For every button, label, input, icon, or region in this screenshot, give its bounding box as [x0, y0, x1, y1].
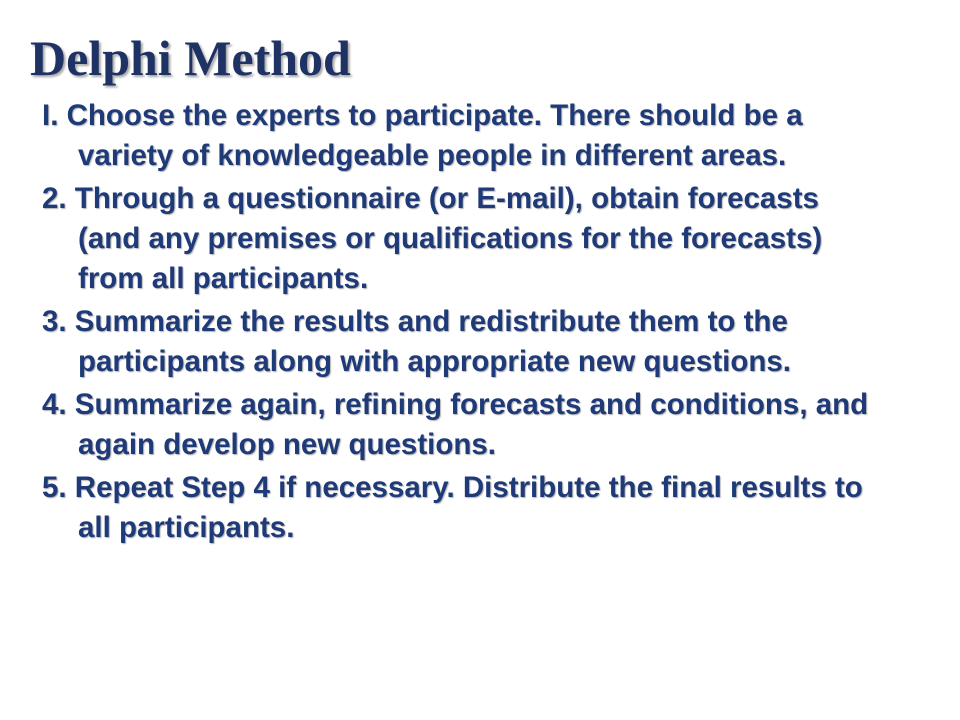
step-list: [42, 96, 882, 551]
step-item: 2. Through a questionnaire (or E-mail), obtain forecasts (and any premises or qualifications for the forecasts) from all participants.: [42, 182, 823, 295]
step-item: 5. Repeat Step 4 if necessary. Distribute the final results to all participants.: [42, 471, 863, 544]
step-item: 3. Summarize the results and redistribute them to the participants along with appropriate new questions.: [42, 305, 791, 378]
step-item: 4. Summarize again, refining forecasts and conditions, and again develop new questions.: [42, 388, 869, 461]
slide-title: Delphi Method: [30, 30, 351, 86]
step-item: I. Choose the experts to participate. There should be a variety of knowledgeable people in different areas.: [42, 99, 803, 172]
